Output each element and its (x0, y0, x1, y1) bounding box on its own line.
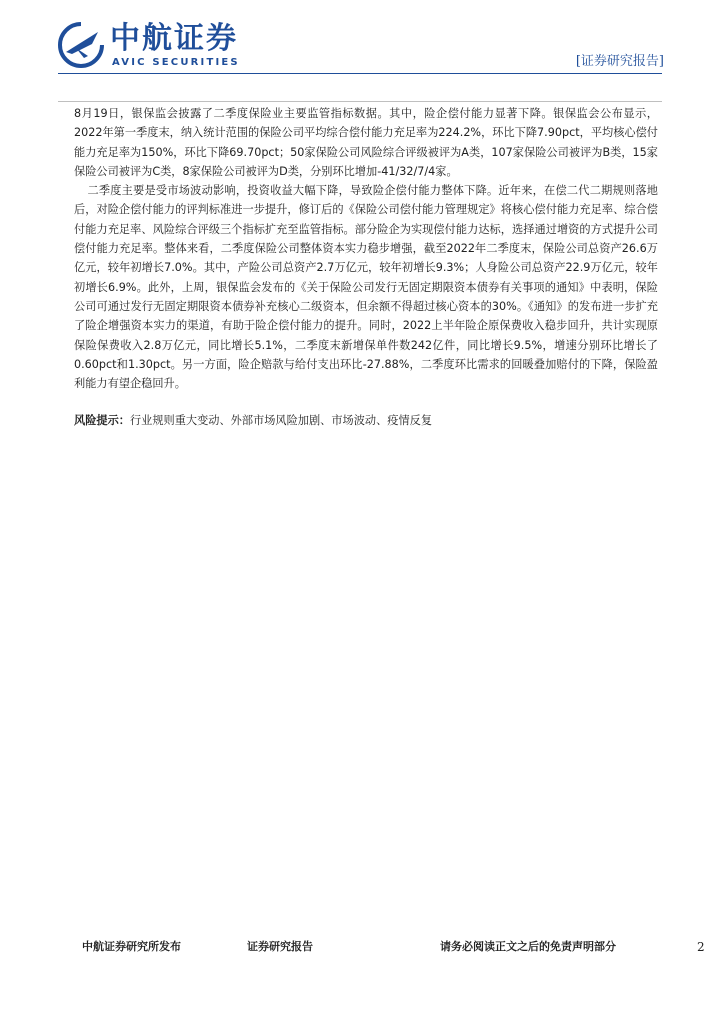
footer-disclaimer: 请务必阅读正文之后的免责声明部分 (440, 940, 616, 953)
page-footer (0, 938, 724, 958)
logo-english-name: AVIC SECURITIES (112, 57, 240, 68)
body-paragraph: 二季度主要是受市场波动影响，投资收益大幅下降，导致险企偿付能力整体下降。近年来，在偿二代二期规则落地后，对险企偿付能力的评判标准进一步提升，修订后的《保险公司偿付能力管理规定》将核心偿付能力充足率、综合偿付能力充足率、风险综合评级三个指标扩充至监管指标。部分险企为实现偿付能力达标，选择通过增资的方式提升公司偿付能力充足率。整体来看，二季度保险公司整体资本实力稳步增强，截至2022年二季度末，保险公司总资产26.6万亿元，较年初增长7.0%。其中，产险公司总资产2.7万亿元，较年初增长9.3%；人身险公司总资产22.9万亿元，较年初增长6.9%。此外，上周，银保监会发布的《关于保险公司发行无固定期限资本债券有关事项的通知》中表明，保险公司可通过发行无固定期限资本债券补充核心二级资本，但余额不得超过核心资本的30%。《通知》的发布进一步扩充了险企增强资本实力的渠道，有助于险企偿付能力的提升。同时，2022上半年险企原保费收入稳步回升，共计实现原保险保费收入2.8万亿元，同比增长5.1%，二季度末新增保单件数242亿件，同比增长9.5%，增速分别环比增长了0.60pct和1.30pct。另一方面，险企赔款与给付支出环比-27.88%，二季度环比需求的回暖叠加赔付的下降，保险盈利能力有望企稳回升。 (74, 184, 658, 391)
page-header (0, 0, 724, 100)
risk-warning (74, 411, 658, 430)
content-divider (58, 101, 662, 102)
header-divider (58, 73, 662, 74)
footer-doc-type: 证券研究报告 (247, 940, 313, 953)
report-type-tag: [证券研究报告] (575, 54, 664, 69)
risk-warning-text: 行业规则重大变动、外部市场风险加剧、市场波动、疫情反复 (129, 414, 433, 428)
body-paragraph: 8月19日，银保监会披露了二季度保险业主要监管指标数据。其中，险企偿付能力显著下降。银保监会公布显示，2022年第一季度末，纳入统计范围的保险公司平均综合偿付能力充足率为224.2%，环比下降7.90pct，平均核心偿付能力充足率为150%，环比下降69.70pct；50家保险公司风险综合评级被评为A类，107家保险公司被评为B类，15家保险公司被评为C类，8家保险公司被评为D类，分别环比增加-41/32/7/4家。 (74, 107, 658, 178)
avic-securities-logo (58, 22, 248, 72)
avic-airplane-logo-icon (58, 22, 104, 68)
risk-warning-label: 风险提示： (74, 414, 130, 428)
logo-chinese-name: 中航证券 (110, 21, 238, 56)
footer-publisher: 中航证券研究所发布 (82, 940, 181, 953)
page-number: 2 (697, 940, 705, 954)
report-body (74, 104, 658, 430)
